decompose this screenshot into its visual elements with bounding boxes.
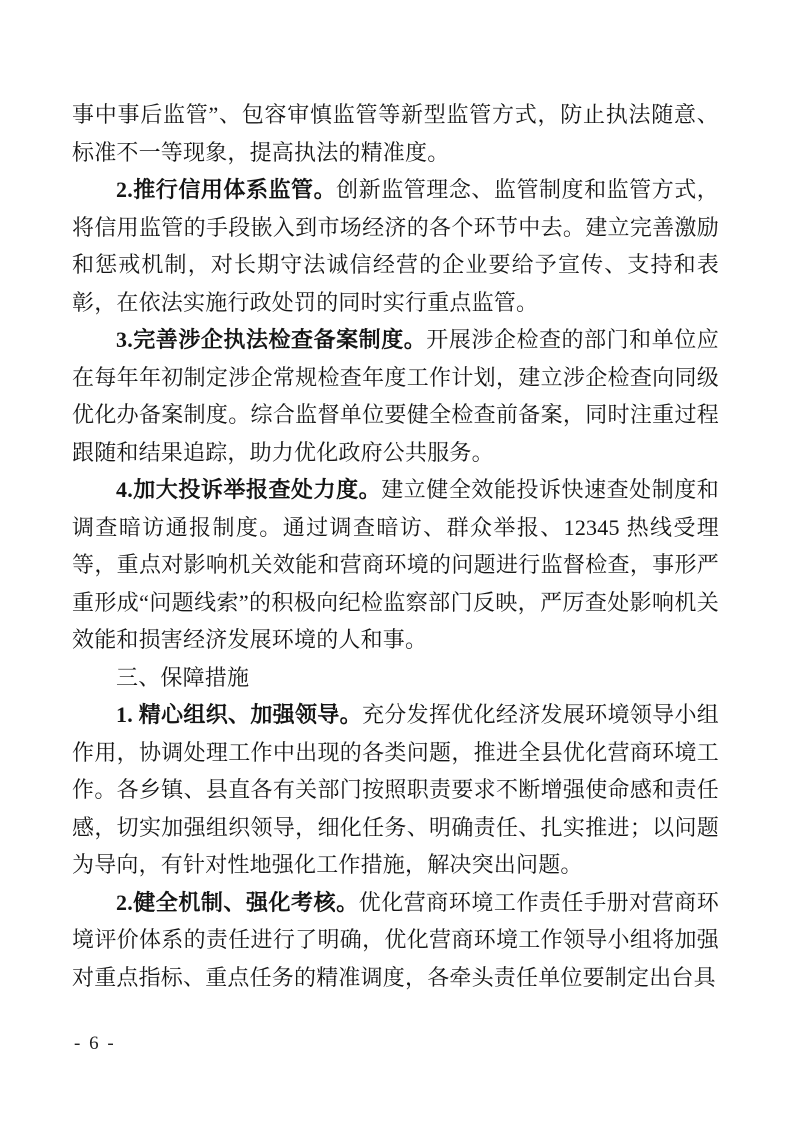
body-paragraph [72,884,719,997]
paragraph-lead: 2.健全机制、强化考核。 [116,889,359,915]
paragraph-text: 事中事后监管”、包容审慎监管等新型监管方式，防止执法随意、标准不一等现象，提高执法的精准度。 [72,102,719,165]
section-heading [72,659,719,697]
document-body [72,96,719,996]
body-paragraph [72,321,719,471]
paragraph-lead: 3.完善涉企执法检查备案制度。 [116,327,427,352]
body-paragraph [72,471,719,659]
paragraph-text: 优化营商环境工作责任手册对营商环境评价体系的责任进行了明确，优化营商环境工作领导小组将加强对重点指标、重点任务的精准调度，各牵头责任单位要制定出台具 [72,889,720,990]
paragraph-lead: 1. 精心组织、加强领导。 [116,702,362,727]
paragraph-text: 开展涉企检查的部门和单位应在每年年初制定涉企常规检查年度工作计划，建立涉企检查向同级优化办备案制度。综合监督单位要健全检查前备案，同时注重过程跟随和结果追踪，助力优化政府公共服务。 [72,327,719,465]
page-number: - 6 - [74,1033,116,1054]
paragraph-text: 创新监管理念、监管制度和监管方式，将信用监管的手段嵌入到市场经济的各个环节中去。建立完善激励和惩戒机制，对长期守法诚信经营的企业要给予宣传、支持和表彰，在依法实施行政处罚的同时实行重点监管。 [72,177,719,315]
body-paragraph [72,171,719,321]
body-paragraph [72,96,719,171]
paragraph-text: 充分发挥优化经济发展环境领导小组作用，协调处理工作中出现的各类问题，推进全县优化营商环境工作。各乡镇、县直各有关部门按照职责要求不断增强使命感和责任感，切实加强组织领导，细化任务、明确责任、扎实推进；以问题为导向，有针对性地强化工作措施，解决突出问题。 [72,702,719,877]
body-paragraph [72,696,719,884]
section-heading-text: 三、保障措施 [116,664,250,690]
paragraph-text: 建立健全效能投诉快速查处制度和调查暗访通报制度。通过调查暗访、群众举报、12345 热线受理等，重点对影响机关效能和营商环境的问题进行监督检查，事形严重形成“问题线索”的积极向纪检监察部门反映，严厉查处影响机关效能和损害经济发展环境的人和事。 [72,477,719,652]
paragraph-lead: 4.加大投诉举报查处力度。 [116,477,382,502]
paragraph-lead: 2.推行信用体系监管。 [116,177,337,202]
